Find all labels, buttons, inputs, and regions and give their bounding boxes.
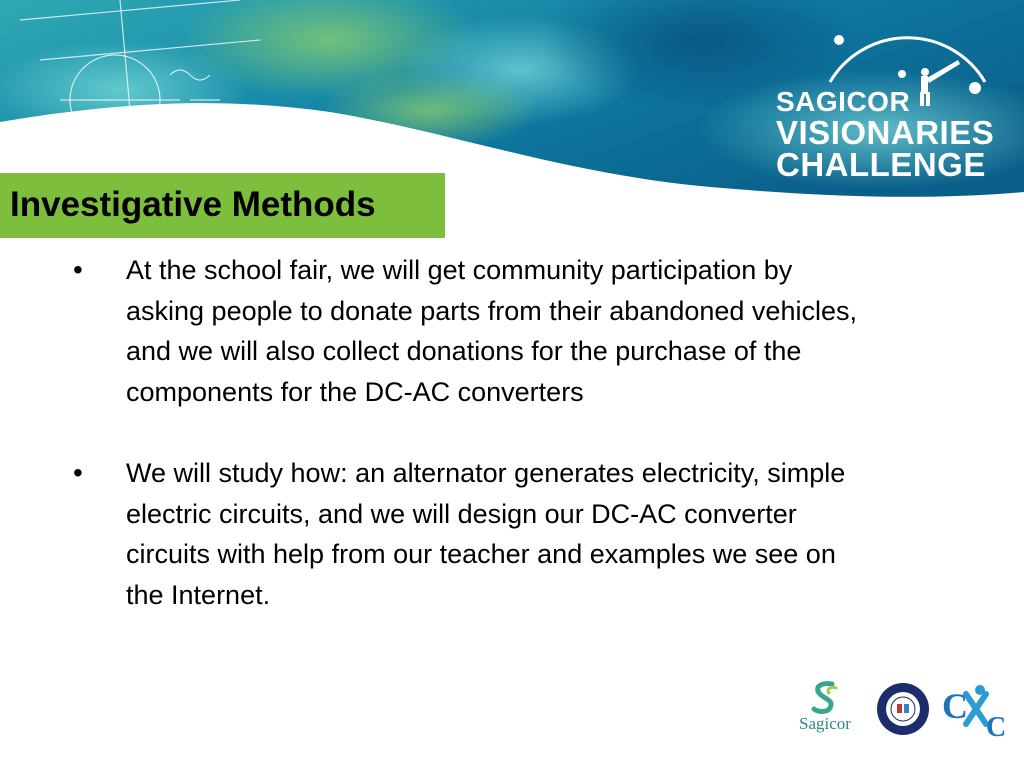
science-foundation-seal: [876, 682, 930, 736]
visionaries-logo: [770, 20, 1010, 190]
svg-text:C: C: [986, 712, 1007, 742]
bullet-marker: •: [73, 457, 83, 488]
cxc-logo: [940, 680, 1012, 742]
bullet-marker: •: [73, 254, 83, 285]
bullet-text: We will study how: an alternator generates electricity, simple electric circuits, and we will design our DC-AC converter circuits with help from our teacher and examples we see on the Internet.: [126, 458, 846, 610]
brand-line-1: SAGICOR: [776, 86, 911, 117]
slide-title: Investigative Methods: [10, 185, 376, 224]
sagicor-s-icon: [792, 680, 858, 716]
bullet-item: [70, 453, 870, 615]
sagicor-logo: [792, 680, 858, 740]
title-box: [0, 173, 445, 238]
brand-line-2: VISIONARIES: [776, 114, 995, 151]
brand-line-3: CHALLENGE: [776, 146, 986, 183]
svg-text:C: C: [942, 686, 968, 726]
sponsor-logos: [780, 678, 1020, 748]
bullet-item: [70, 250, 870, 412]
bullet-list: [70, 250, 870, 656]
sagicor-wordmark: Sagicor: [799, 714, 851, 733]
bullet-text: At the school fair, we will get community participation by asking people to donate parts from their abandoned vehicles, and we will also collect donations for the purchase of the components for the DC-AC converters: [126, 255, 857, 407]
